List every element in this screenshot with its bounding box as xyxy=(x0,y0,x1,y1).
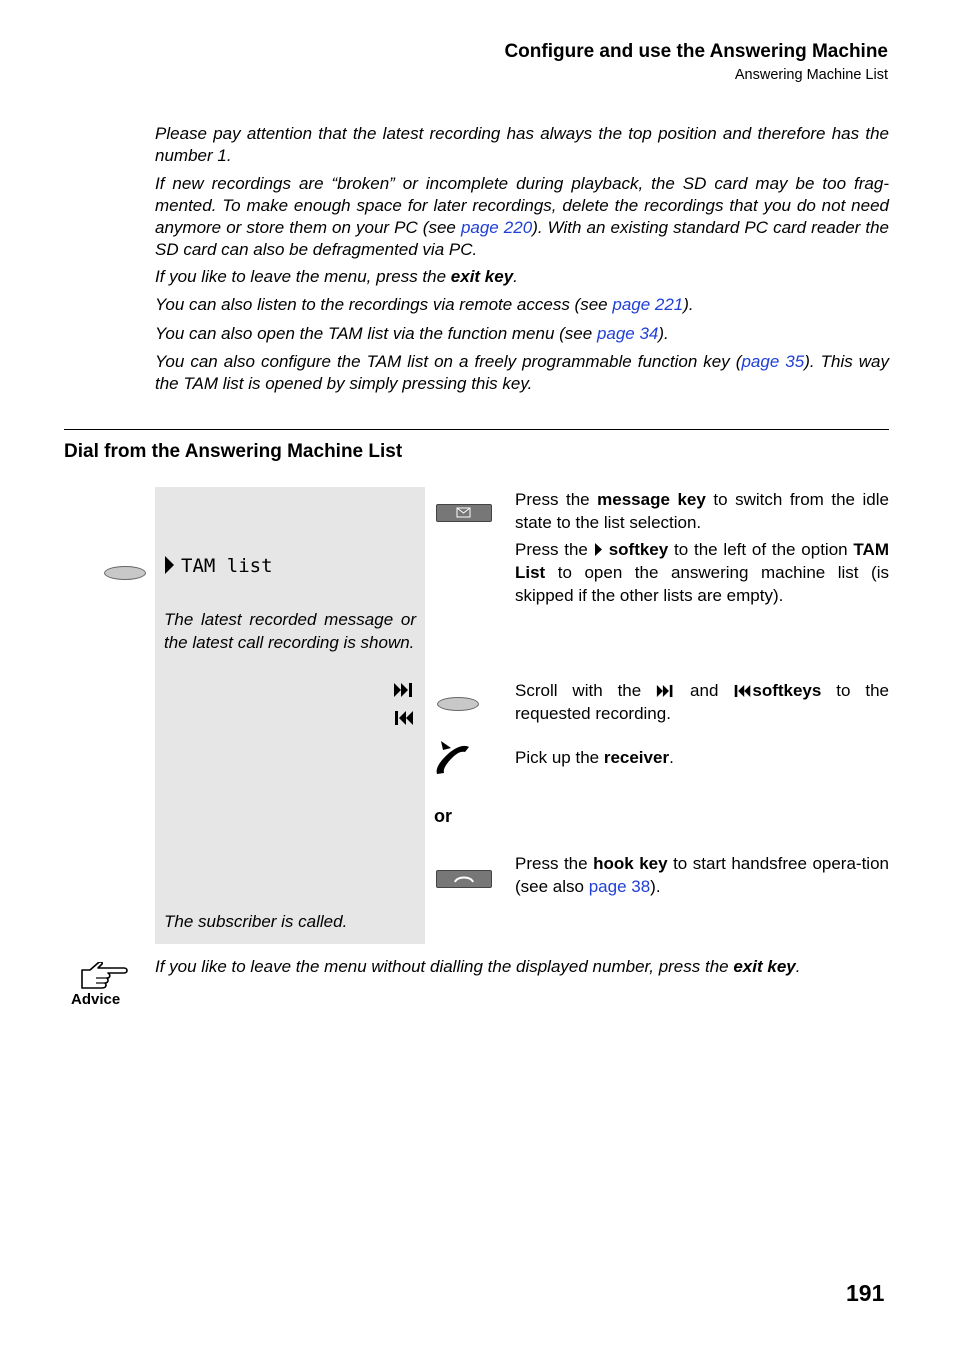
page-link[interactable]: page 35 xyxy=(741,352,805,371)
arrow-right-icon xyxy=(594,542,603,557)
note-text: You can also configure the TAM list on a freely programmable function key ( xyxy=(155,352,742,371)
note-text: ). xyxy=(683,295,694,314)
section-title: Dial from the Answering Machine List xyxy=(64,441,403,462)
note-text: . xyxy=(513,267,518,286)
step-text: and xyxy=(675,681,734,700)
running-header-title: Configure and use the Answering Machine xyxy=(504,41,888,62)
softkey-icon xyxy=(104,566,146,580)
note-top-position xyxy=(155,123,889,167)
display-text: TAM list xyxy=(181,555,273,577)
skip-back-icon xyxy=(733,684,752,698)
step-text: to the requested recording. xyxy=(515,681,889,723)
panel-note-called: The subscriber is called. xyxy=(164,912,348,931)
skip-forward-icon xyxy=(393,682,415,698)
note-text: You can also listen to the recordings via remote access (see xyxy=(155,295,613,314)
step-bold: hook key xyxy=(593,854,668,873)
advice-label: Advice xyxy=(71,991,121,1008)
page-link[interactable]: page 38 xyxy=(588,877,651,896)
section-divider xyxy=(64,429,889,430)
step-bold: message key xyxy=(597,490,706,509)
step-bold: receiver xyxy=(603,748,670,767)
note-remote-access xyxy=(155,294,889,316)
note-text: If you like to leave the menu, press the xyxy=(155,267,451,286)
step-text: to open the answering machine list (is skipped if the other lists are empty). xyxy=(515,563,889,605)
step-hook-key xyxy=(515,852,889,898)
step-text: to the left of the option xyxy=(668,540,854,559)
step-text: Pick up the xyxy=(515,748,604,767)
step-text: ). xyxy=(650,877,661,896)
step-text: Press the xyxy=(515,540,594,559)
or-label: or xyxy=(434,806,452,826)
step-softkey xyxy=(515,538,889,607)
page-number: 191 xyxy=(846,1280,885,1306)
advice-text-part: . xyxy=(795,957,801,976)
note-bold: exit key xyxy=(450,267,514,286)
receiver-icon xyxy=(433,740,473,778)
note-text: Please pay attention that the latest recording has always the top position and therefore has the number 1. xyxy=(155,124,889,165)
display-line xyxy=(164,555,273,577)
page-link[interactable]: page 220 xyxy=(460,218,533,237)
step-text: Press the xyxy=(515,490,598,509)
panel-note-latest: The latest recorded message or the latest call recording is shown. xyxy=(164,610,416,652)
note-text: ). xyxy=(658,324,669,343)
page-link[interactable]: page 34 xyxy=(596,324,659,343)
note-text: ). This way the TAM list is opened by simply pressing this key. xyxy=(155,352,890,393)
envelope-icon xyxy=(437,505,491,521)
note-function-key xyxy=(155,351,889,395)
step-text: Scroll with the xyxy=(515,681,657,700)
skip-back-icon xyxy=(393,710,415,726)
step-text: . xyxy=(669,748,674,767)
step-text: Press the xyxy=(515,854,594,873)
handset-icon xyxy=(437,871,491,887)
note-text: ). With an existing standard PC card reader the SD card can also be defragmented via PC. xyxy=(155,218,890,259)
step-text: to switch from the idle state to the list selection. xyxy=(515,490,889,532)
advice-text xyxy=(155,956,889,978)
pointing-hand-icon xyxy=(78,962,130,992)
advice-text-part: If you like to leave the menu without dialling the displayed number, press the xyxy=(155,957,734,976)
step-scroll xyxy=(515,679,889,725)
step-receiver xyxy=(515,746,889,769)
note-text: You can also open the TAM list via the function menu (see xyxy=(155,324,597,343)
note-text: If new recordings are “broken” or incomplete during playback, the SD card may be too frag-mented. To make enough space for later recordings, delete the recordings that you do not need anymore or store them on your PC (see xyxy=(155,174,889,237)
step-bold: softkeys xyxy=(752,681,822,700)
step-text: to start handsfree opera-tion (see also xyxy=(515,854,889,896)
note-leave-menu xyxy=(155,266,889,288)
step-bold: softkey xyxy=(608,540,669,559)
advice-bold: exit key xyxy=(733,957,796,976)
running-header-subtitle: Answering Machine List xyxy=(734,67,888,83)
hook-key-icon xyxy=(436,870,492,888)
page-link[interactable]: page 221 xyxy=(612,295,684,314)
message-key-icon xyxy=(436,504,492,522)
skip-forward-icon xyxy=(656,684,675,698)
step-message-key xyxy=(515,488,889,534)
note-broken-recordings xyxy=(155,173,889,261)
step-bold: TAM List xyxy=(515,540,889,582)
arrow-right-icon xyxy=(164,555,175,575)
softkey-icon xyxy=(437,697,479,711)
note-function-menu xyxy=(155,323,889,345)
